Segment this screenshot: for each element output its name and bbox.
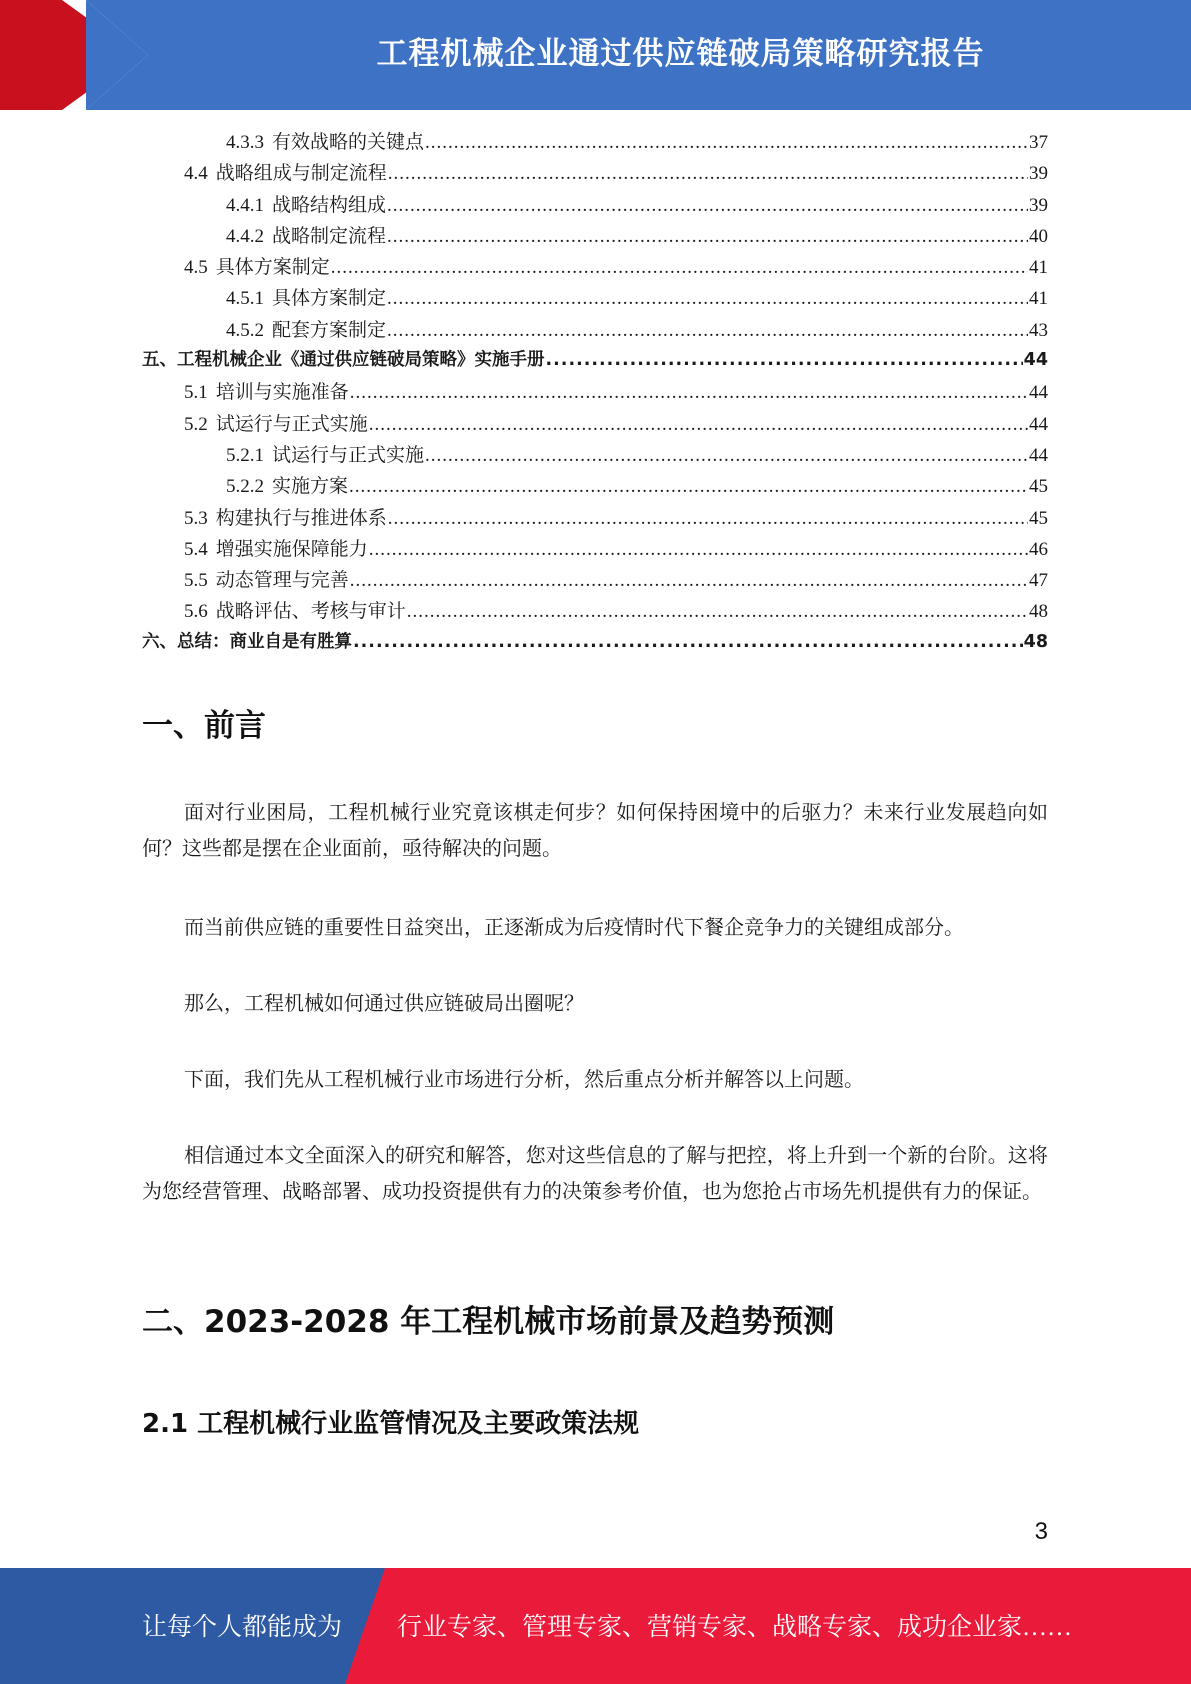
subsection-heading: 2.1 工程机械行业监管情况及主要政策法规 [142, 1409, 640, 1439]
toc-entry-page: 44 [1023, 350, 1048, 371]
toc-entry[interactable] [142, 503, 1048, 534]
page-header [0, 0, 1191, 110]
toc-dot-leader [387, 195, 1028, 217]
toc-entry[interactable] [142, 221, 1048, 252]
toc-entry-page: 40 [1029, 225, 1048, 247]
toc-entry-title: 增强实施保障能力 [215, 538, 368, 560]
toc-entry-number: 4.4.2 [226, 225, 264, 247]
paragraph: 相信通过本文全面深入的研究和解答，您对这些信息的了解与把控，将上升到一个新的台阶。这将为您经营管理、战略部署、成功投资提供有力的决策参考价值，也为您抢占市场先机提供有力的保证。 [142, 1145, 1048, 1203]
section-heading-market-outlook: 二、2023-2028 年工程机械市场前景及趋势预测 [142, 1304, 835, 1340]
toc-entry[interactable] [142, 252, 1048, 283]
toc-dot-leader [407, 601, 1028, 623]
toc-entry-number: 4.4.1 [226, 194, 264, 216]
toc-entry-title: 试运行与正式实施 [272, 444, 425, 466]
toc-entry-page: 44 [1029, 413, 1048, 435]
toc-entry-page: 37 [1029, 132, 1048, 153]
toc-entry[interactable] [142, 127, 1048, 158]
toc-entry[interactable] [142, 190, 1048, 221]
toc-dot-leader [387, 288, 1028, 310]
section-heading-preface: 一、前言 [142, 708, 266, 744]
toc-entry-title: 战略结构组成 [272, 194, 387, 216]
page-footer [0, 1568, 1191, 1684]
toc-entry-page: 39 [1029, 163, 1048, 185]
toc-entry[interactable] [142, 534, 1048, 565]
toc-entry-title: 具体方案制定 [272, 288, 387, 310]
toc-entry-number: 5.2 [184, 413, 208, 435]
toc-entry[interactable] [142, 596, 1048, 627]
toc-entry-number: 5.2.1 [226, 444, 264, 466]
toc-dot-leader [349, 476, 1028, 498]
toc-entry[interactable] [142, 440, 1048, 471]
toc-entry-title: 战略评估、考核与审计 [215, 601, 406, 623]
toc-dot-leader [387, 226, 1028, 248]
table-of-contents [142, 127, 1048, 659]
toc-dot-leader [388, 163, 1028, 185]
toc-dot-leader [388, 508, 1028, 530]
toc-entry[interactable] [142, 346, 1048, 377]
toc-entry-number: 4.5.2 [226, 319, 264, 341]
toc-dot-leader [369, 539, 1028, 561]
toc-entry[interactable] [142, 283, 1048, 314]
paragraph: 面对行业困局，工程机械行业究竟该棋走何步？如何保持困境中的后驱力？未来行业发展趋向如何？这些都是摆在企业面前，亟待解决的问题。 [142, 802, 1048, 860]
toc-entry-title: 试运行与正式实施 [215, 413, 368, 435]
toc-entry-page: 48 [1023, 631, 1048, 652]
paragraph: 下面，我们先从工程机械行业市场进行分析，然后重点分析并解答以上问题。 [184, 1069, 864, 1091]
footer-slogan-left: 让每个人都能成为 [142, 1614, 343, 1641]
toc-entry[interactable] [142, 565, 1048, 596]
paragraph: 那么，工程机械如何通过供应链破局出圈呢？ [184, 993, 584, 1015]
toc-entry-page: 46 [1029, 538, 1048, 560]
toc-entry[interactable] [142, 628, 1048, 659]
toc-entry-title: 战略组成与制定流程 [215, 163, 387, 185]
toc-entry[interactable] [142, 315, 1048, 346]
toc-entry-page: 43 [1029, 319, 1048, 341]
toc-entry-page: 45 [1029, 507, 1048, 529]
toc-entry[interactable] [142, 158, 1048, 189]
footer-slogan-right: 行业专家、管理专家、营销专家、战略专家、成功企业家…… [397, 1614, 1073, 1641]
toc-entry-page: 41 [1029, 288, 1048, 310]
toc-entry-number: 5.3 [184, 507, 208, 529]
toc-dot-leader [331, 257, 1028, 279]
toc-entry-title: 动态管理与完善 [215, 570, 349, 592]
toc-entry-title: 配套方案制定 [272, 319, 387, 341]
toc-dot-leader [546, 350, 1023, 370]
toc-entry-title: 六、总结：商业自是有胜算 [142, 631, 352, 652]
toc-entry-number: 4.3.3 [226, 132, 264, 153]
toc-entry-title: 具体方案制定 [215, 257, 330, 279]
toc-entry-title: 战略制定流程 [272, 225, 387, 247]
toc-entry-page: 44 [1029, 444, 1048, 466]
page-number: 3 [1034, 1518, 1048, 1545]
toc-entry-number: 5.4 [184, 538, 208, 560]
toc-dot-leader [350, 382, 1028, 404]
toc-entry-page: 47 [1029, 570, 1048, 592]
toc-entry[interactable] [142, 377, 1048, 408]
toc-entry-number: 5.6 [184, 601, 208, 623]
toc-dot-leader [425, 132, 1028, 154]
toc-entry-number: 5.5 [184, 570, 208, 592]
toc-entry[interactable] [142, 409, 1048, 440]
toc-dot-leader [353, 632, 1023, 652]
toc-entry-number: 4.4 [184, 163, 208, 185]
toc-entry-title: 五、工程机械企业《通过供应链破局策略》实施手册 [142, 350, 545, 371]
toc-entry-number: 4.5.1 [226, 288, 264, 310]
toc-entry-page: 48 [1029, 601, 1048, 623]
toc-entry-number: 4.5 [184, 257, 208, 279]
toc-dot-leader [425, 445, 1028, 467]
toc-entry-title: 实施方案 [272, 476, 349, 498]
toc-entry[interactable] [142, 471, 1048, 502]
toc-entry-page: 41 [1029, 257, 1048, 279]
toc-entry-title: 构建执行与推进体系 [215, 507, 387, 529]
toc-dot-leader [350, 570, 1028, 592]
toc-entry-page: 45 [1029, 476, 1048, 498]
report-title: 工程机械企业通过供应链破局策略研究报告 [376, 36, 985, 72]
toc-dot-leader [369, 414, 1028, 436]
toc-entry-title: 培训与实施准备 [215, 382, 349, 404]
toc-entry-page: 39 [1029, 194, 1048, 216]
toc-entry-number: 5.1 [184, 382, 208, 404]
toc-dot-leader [387, 320, 1028, 342]
toc-entry-number: 5.2.2 [226, 476, 264, 498]
toc-entry-title: 有效战略的关键点 [272, 132, 425, 153]
toc-entry-page: 44 [1029, 382, 1048, 404]
paragraph: 而当前供应链的重要性日益突出，正逐渐成为后疫情时代下餐企竞争力的关键组成部分。 [184, 917, 964, 939]
